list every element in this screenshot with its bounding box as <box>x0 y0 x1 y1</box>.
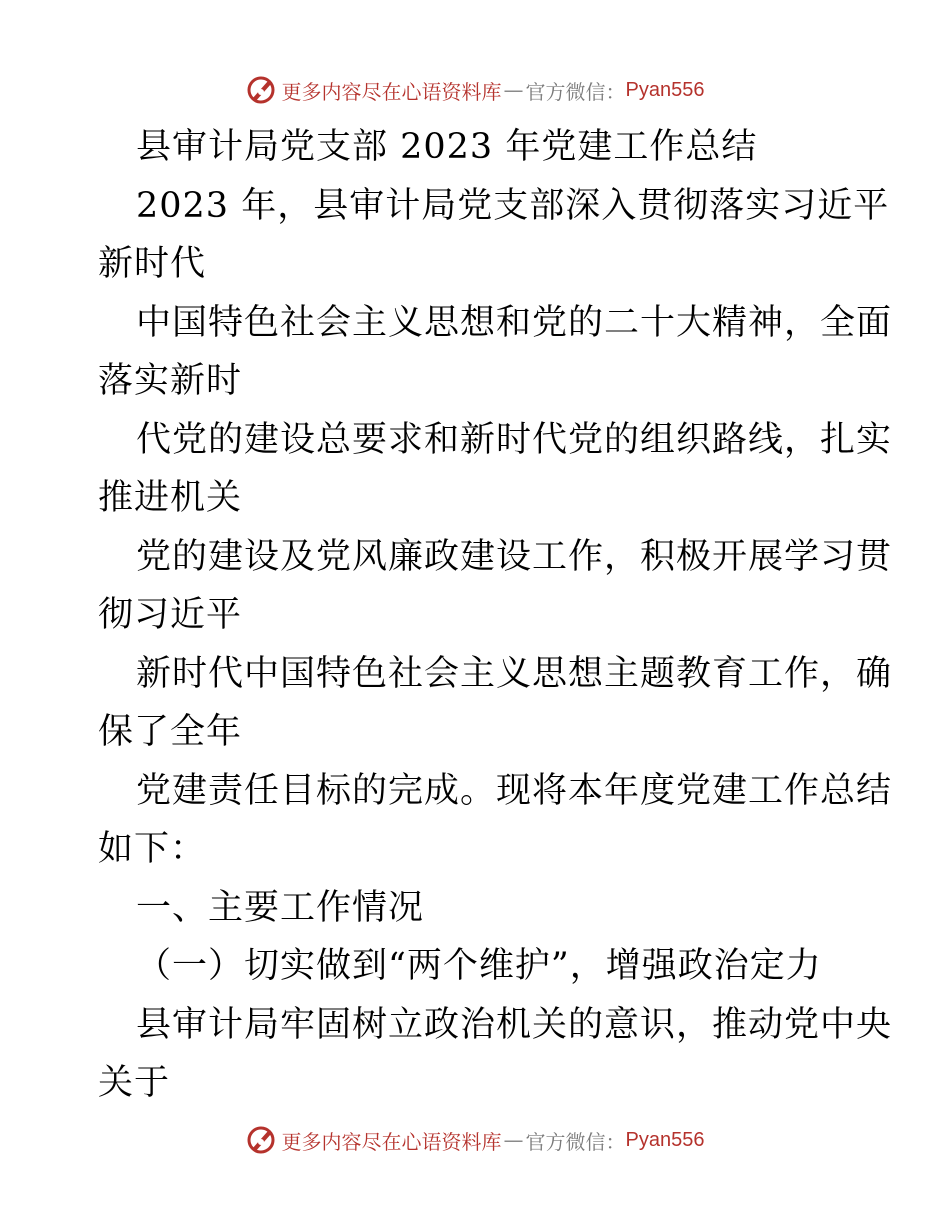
document-title: 县审计局党支部 2023 年党建工作总结 <box>136 127 758 167</box>
banner-title: 更多内容尽在心语资料库 <box>281 79 502 104</box>
paragraph-line: 保了全年 <box>98 712 243 752</box>
document-body <box>98 118 893 1113</box>
paragraph-line: 党的建设及党风廉政建设工作，积极开展学习贯 <box>136 536 893 577</box>
paragraph-line: 新时代 <box>98 244 207 284</box>
paragraph-line: 代党的建设总要求和新时代党的组织路线，扎实 <box>136 419 893 460</box>
paragraph-line: 2023 年，县审计局党支部深入贯彻落实习近平 <box>136 185 890 226</box>
paragraph-line: 新时代中国特色社会主义思想主题教育工作，确 <box>136 653 893 694</box>
paragraph-line: 推进机关 <box>98 478 243 518</box>
quill-seal-icon <box>246 1125 276 1155</box>
header-watermark <box>0 70 950 110</box>
banner-wechat-label: 官方微信： <box>525 79 626 104</box>
footer-watermark <box>0 1120 950 1160</box>
section-heading: 一、主要工作情况 <box>136 887 425 928</box>
paragraph-line: 党建责任目标的完成。现将本年度党建工作总结 <box>136 770 893 811</box>
subsection-heading: （一）切实做到“两个维护”，增强政治定力 <box>136 946 822 986</box>
paragraph-line: 中国特色社会主义思想和党的二十大精神，全面 <box>136 302 893 343</box>
banner-wechat-id: Pyan556 <box>625 78 705 101</box>
paragraph-line: 落实新时 <box>98 361 243 401</box>
banner-wechat-id: Pyan556 <box>625 1128 705 1151</box>
banner-separator: — <box>503 78 524 102</box>
paragraph-line: 彻习近平 <box>98 595 243 635</box>
banner-title: 更多内容尽在心语资料库 <box>281 1129 502 1154</box>
paragraph-line: 如下： <box>98 829 207 869</box>
quill-seal-icon <box>246 75 276 105</box>
banner-separator: — <box>503 1128 524 1152</box>
paragraph-line: 关于 <box>98 1063 171 1103</box>
banner-wechat-label: 官方微信： <box>525 1129 626 1154</box>
paragraph-line: 县审计局牢固树立政治机关的意识，推动党中央 <box>136 1004 893 1045</box>
